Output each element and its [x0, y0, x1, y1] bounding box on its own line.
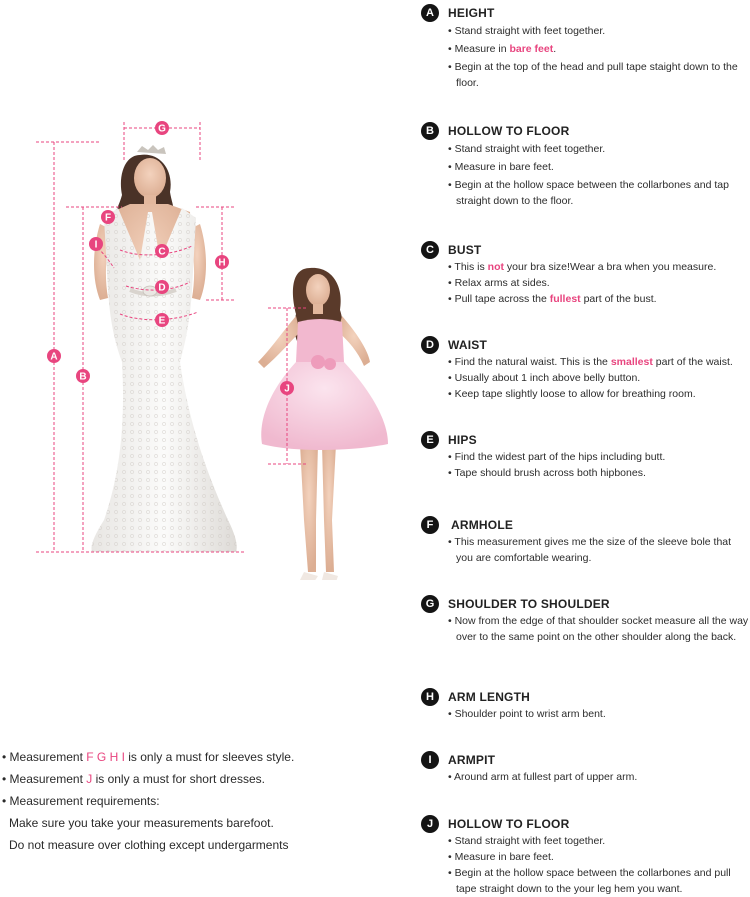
svg-text:J: J: [284, 383, 290, 395]
section-title: HOLLOW TO FLOOR: [448, 816, 570, 831]
section-f-armhole: [421, 515, 750, 566]
section-title: ARM LENGTH: [448, 689, 530, 704]
badge-d: D: [421, 336, 439, 354]
note-short-dresses: • Measurement J is only a must for short dresses.: [2, 772, 265, 786]
bullet: • Measure in bare feet.: [448, 43, 557, 55]
badge-j: J: [421, 815, 439, 833]
note-barefoot: Make sure you take your measurements barefoot.: [9, 816, 274, 830]
badge-c: C: [421, 241, 439, 259]
badge-f: F: [421, 516, 439, 534]
section-e-hips: [421, 430, 750, 481]
section-title: ARMPIT: [448, 752, 496, 767]
measurement-notes: [2, 746, 312, 856]
note-sleeves: • Measurement F G H I is only a must for sleeves style.: [2, 750, 295, 764]
bullet: • Usually about 1 inch above belly button.: [448, 372, 641, 384]
section-title: WAIST: [448, 337, 487, 352]
label-j: [280, 381, 294, 395]
section-a-height: [421, 3, 750, 91]
bullet: • Begin at the hollow space between the collarbones and pull tape straight down to the your leg hem you want.: [448, 867, 731, 895]
bullet: • Begin at the hollow space between the collarbones and tap straight down to the floor.: [448, 179, 729, 207]
bullet: • Now from the edge of that shoulder socket measure all the way over to the same point on the other shoulder along the back.: [448, 615, 749, 643]
label-f: [101, 210, 115, 224]
section-c-bust: [421, 240, 750, 307]
bullet: • Relax arms at sides.: [448, 277, 550, 289]
label-b: [76, 369, 90, 383]
svg-text:G: G: [158, 123, 166, 135]
section-title: SHOULDER TO SHOULDER: [448, 596, 610, 611]
bullet: • Pull tape across the fullest part of the bust.: [448, 293, 657, 305]
wedding-dress-model: [92, 145, 237, 552]
badge-e: E: [421, 431, 439, 449]
short-dress-model: [258, 268, 388, 580]
badge-g: G: [421, 595, 439, 613]
svg-text:A: A: [50, 351, 58, 363]
section-g-shoulder-to-shoulder: [421, 594, 750, 645]
section-title: ARMHOLE: [451, 517, 514, 532]
section-j-hollow-to-floor: [421, 814, 750, 897]
bullet: • Find the widest part of the hips including butt.: [448, 451, 666, 463]
label-g: [155, 121, 169, 135]
section-title: HOLLOW TO FLOOR: [448, 123, 570, 138]
badge-a: A: [421, 4, 439, 22]
bullet: • Shoulder point to wrist arm bent.: [448, 708, 606, 720]
label-i: [89, 237, 103, 251]
section-title: HEIGHT: [448, 5, 495, 20]
section-b-hollow-to-floor: [421, 121, 750, 209]
svg-text:B: B: [79, 371, 87, 383]
section-d-waist: [421, 335, 750, 402]
label-a: [47, 349, 61, 363]
bullet: • Find the natural waist. This is the smallest part of the waist.: [448, 356, 733, 368]
bullet: • This measurement gives me the size of the sleeve bole that you are comfortable wearing.: [448, 536, 732, 564]
section-title: BUST: [448, 242, 482, 257]
bullet: • Stand straight with feet together.: [448, 835, 606, 847]
svg-text:H: H: [218, 257, 226, 269]
note-clothing: Do not measure over clothing except undergarments: [9, 838, 289, 852]
measurement-illustration: [0, 100, 400, 580]
label-d: [155, 280, 169, 294]
label-c: [155, 244, 169, 258]
section-title: HIPS: [448, 432, 477, 447]
bullet: • Stand straight with feet together.: [448, 25, 606, 37]
badge-i: I: [421, 751, 439, 769]
svg-text:I: I: [94, 239, 98, 251]
svg-text:E: E: [158, 315, 166, 327]
label-h: [215, 255, 229, 269]
svg-text:D: D: [158, 282, 166, 294]
bullet: • This is not your bra size!Wear a bra when you measure.: [448, 261, 717, 273]
svg-text:F: F: [104, 212, 112, 224]
label-e: [155, 313, 169, 327]
section-i-armpit: [421, 750, 750, 785]
bullet: • Tape should brush across both hipbones.: [448, 467, 646, 479]
note-requirements: • Measurement requirements:: [2, 794, 160, 808]
section-h-arm-length: [421, 687, 750, 722]
bullet: • Around arm at fullest part of upper arm.: [448, 771, 638, 783]
bullet: • Measure in bare feet.: [448, 161, 554, 173]
bullet: • Measure in bare feet.: [448, 851, 554, 863]
badge-b: B: [421, 122, 439, 140]
bullet: • Stand straight with feet together.: [448, 143, 606, 155]
svg-text:C: C: [158, 246, 166, 258]
bullet: • Keep tape slightly loose to allow for breathing room.: [448, 388, 696, 400]
badge-h: H: [421, 688, 439, 706]
bullet: • Begin at the top of the head and pull tape staight down to the floor.: [448, 61, 738, 89]
